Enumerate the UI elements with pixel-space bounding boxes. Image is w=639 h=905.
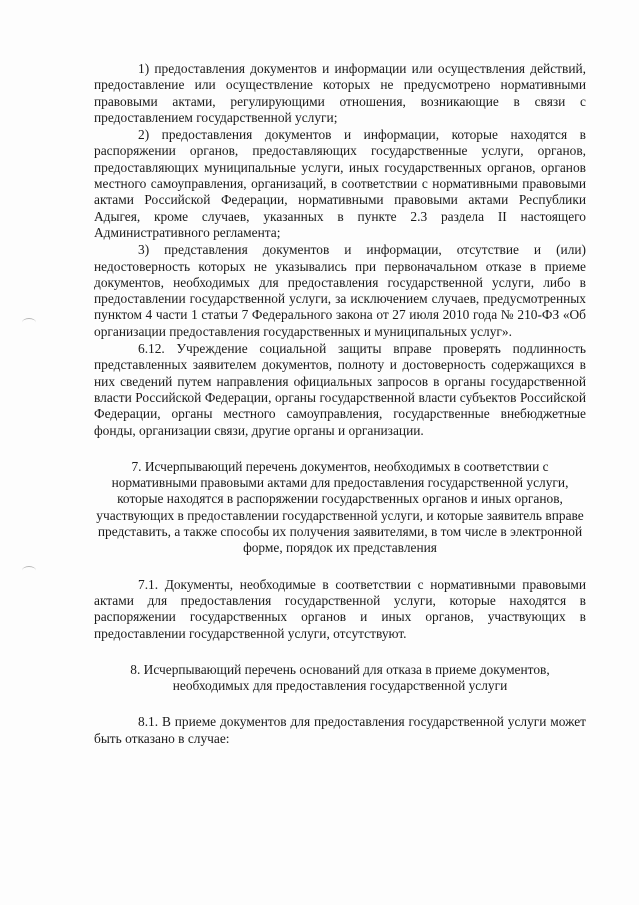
punch-hole-mark (22, 318, 36, 327)
section-heading-8: 8. Исчерпывающий перечень оснований для отказа в приеме документов, необходимых для предоставления государственной услуги (130, 661, 550, 694)
list-item-1: 1) предоставления документов и информации или осуществления действий, предоставление или осуществление которых не предусмотрено нормативными правовыми актами, регулирующими отношения, возникающие в связи с предоставлением государственной услуги; (94, 61, 586, 125)
list-item-3: 3) представления документов и информации, отсутствие и (или) недостоверность которых не указывались при первоначальном отказе в приеме документов, необходимых для предоставления государственной услуги, либо в предоставлении государственной услуги, за исключением случаев, предусмотренных пунктом 4 части 1 статьи 7 Федерального закона от 27 июля 2010 года № 210-ФЗ «Об организации предоставления государственных и муниципальных услуг». (94, 242, 586, 339)
document-body (94, 61, 586, 747)
paragraph-6-12: 6.12. Учреждение социальной защиты вправе проверять подлинность представленных заявителем документов, полноту и достоверность содержащихся в них сведений путем направления официальных запросов в органы государственной власти Российской Федерации, органы государственной власти субъектов Российской Федерации, органы местного самоуправления, государственные внебюджетные фонды, организации связи, другие органы и организации. (94, 341, 586, 438)
paragraph-7-1: 7.1. Документы, необходимые в соответствии с нормативными правовыми актами для предоставления государственной услуги, которые находятся в распоряжении государственных органов и иных органов, участвующих в предоставлении государственной услуги, отсутствуют. (94, 576, 586, 641)
punch-hole-mark (22, 566, 36, 575)
section-heading-7: 7. Исчерпывающий перечень документов, необходимых в соответствии с нормативными правовыми актами для предоставления государственной услуги, которые находятся в распоряжении государственных органов и иных органов, участвующих в предоставлении государственной услуги, и которые заявитель вправе представить, а также способы их получения заявителями, в том числе в электронной форме, порядок их представления (96, 458, 584, 556)
paragraph-8-1: 8.1. В приеме документов для предоставления государственной услуги может быть отказано в случае: (94, 714, 586, 746)
list-item-2: 2) предоставления документов и информации, которые находятся в распоряжении органов, предоставляющих государственные услуги, органов, предоставляющих муниципальные услуги, иных государственных органов, органов местного самоуправления, организаций, в соответствии с нормативными правовыми актами Российской Федерации, нормативными правовыми актами Республики Адыгея, кроме случаев, указанных в пункте 2.3 раздела II настоящего Административного регламента; (94, 127, 586, 240)
